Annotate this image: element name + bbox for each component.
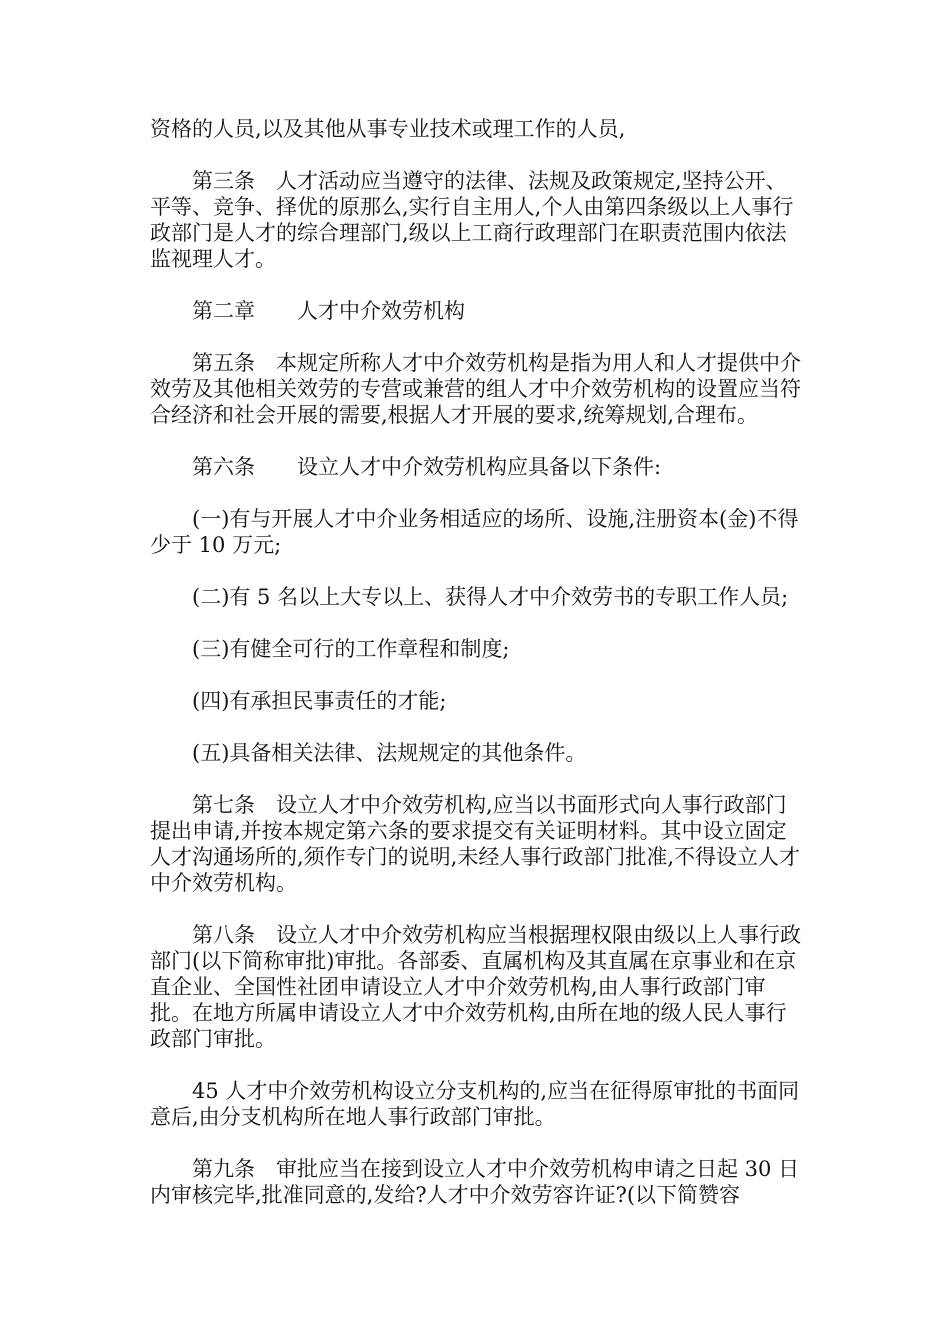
paragraph-0: 资格的人员,以及其他从事专业技术或理工作的人员, bbox=[150, 117, 626, 141]
condition-item-5: (五)具备相关法律、法规规定的其他条件。 bbox=[192, 741, 587, 765]
document-page bbox=[150, 116, 802, 1234]
condition-item-3: (三)有健全可行的工作章程和制度; bbox=[192, 637, 510, 661]
paragraph-article-9: 第九条 审批应当在接到设立人才中介效劳机构申请之日起 30 日内审核完毕,批准同意的,发给?人才中介效劳容许证?(以下简赞容 bbox=[150, 1157, 800, 1207]
paragraph-article-8: 第八条 设立人才中介效劳机构应当根据理权限由级以上人事行政部门(以下简称审批)审批。各部委、直属机构及其直属在京事业和在京直企业、全国性社团申请设立人才中介效劳机构,由人事行政部门审批。在地方所属申请设立人才中介效劳机构,由所在地的级人民人事行政部门审批。 bbox=[150, 923, 801, 1051]
condition-item-4: (四)有承担民事责任的才能; bbox=[192, 689, 447, 713]
paragraph-article-7: 第七条 设立人才中介效劳机构,应当以书面形式向人事行政部门提出申请,并按本规定第六条的要求提交有关证明材料。其中设立固定人才沟通场所的,须作专门的说明,未经人事行政部门批准,不得设立人才中介效劳机构。 bbox=[150, 793, 801, 895]
paragraph-branch-approval: 45 人才中介效劳机构设立分支机构的,应当在征得原审批的书面同意后,由分支机构所在地人事行政部门审批。 bbox=[150, 1079, 800, 1129]
paragraph-article-3: 第三条 人才活动应当遵守的法律、法规及政策规定,坚持公开、平等、竞争、择优的原那么,实行自主用人,个人由第四条级以上人事行政部门是人才的综合理部门,级以上工商行政理部门在职责范围内依法监视理人才。 bbox=[150, 169, 794, 271]
condition-item-1: (一)有与开展人才中介业务相适应的场所、设施,注册资本(金)不得少于 10 万元; bbox=[150, 507, 799, 557]
paragraph-article-6: 第六条 设立人才中介效劳机构应具备以下条件: bbox=[192, 455, 662, 479]
paragraph-article-5: 第五条 本规定所称人才中介效劳机构是指为用人和人才提供中介效劳及其他相关效劳的专营或兼营的组人才中介效劳机构的设置应当符合经济和社会开展的需要,根据人才开展的要求,统筹规划,合理布。 bbox=[150, 351, 801, 427]
chapter-2-heading: 第二章 人才中介效劳机构 bbox=[192, 299, 465, 323]
condition-item-2: (二)有 5 名以上大专以上、获得人才中介效劳书的专职工作人员; bbox=[192, 585, 789, 609]
